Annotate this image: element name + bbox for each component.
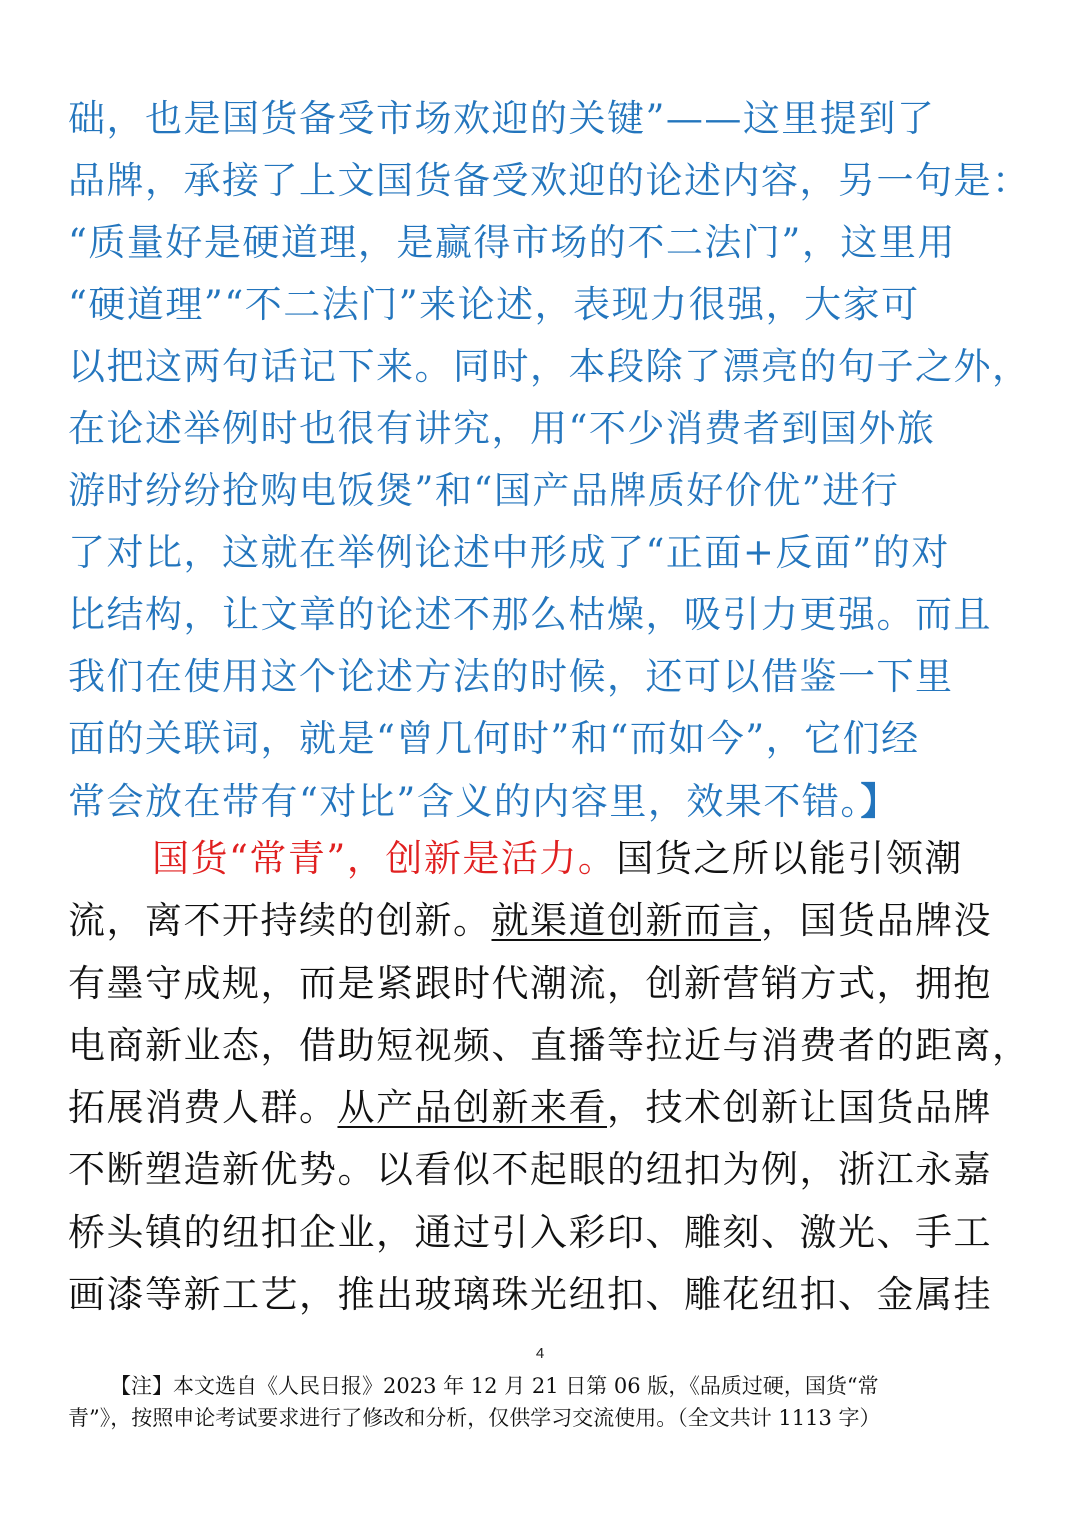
article-paragraph — [68, 828, 1031, 1326]
paragraph-text: 拓展消费人群。 — [68, 1086, 338, 1130]
paragraph-line: 不断塑造新优势。以看似不起眼的纽扣为例，浙江永嘉 — [68, 1148, 992, 1192]
analysis-line: 游时纷纷抢购电饭煲”和“国产品牌质好价优”进行 — [68, 469, 900, 512]
analysis-line: 我们在使用这个论述方法的时候，还可以借鉴一下里 — [68, 655, 954, 698]
paragraph-text: 国货之所以能引领潮 — [616, 837, 963, 880]
analysis-last-line — [68, 770, 1028, 832]
analysis-line: 面的关联词，就是“曾几何时”和“而如今”，它们经 — [68, 717, 920, 760]
underlined-phrase: 从产品创新来看 — [337, 1086, 607, 1130]
paragraph-line — [68, 890, 1028, 952]
paragraph-line: 有墨守成规，而是紧跟时代潮流，创新营销方式，拥抱 — [68, 961, 992, 1005]
analysis-line: 了对比，这就在举例论述中形成了“正面+反面”的对 — [68, 531, 950, 574]
section-heading: 国货“常青”，创新是活力。 — [152, 837, 617, 880]
analysis-line: 比结构，让文章的论述不那么枯燥，吸引力更强。而且 — [68, 593, 992, 636]
paragraph-line — [68, 828, 1028, 890]
paragraph-line: 电商新业态，借助短视频、直播等拉近与消费者的距离， — [68, 1023, 1031, 1067]
analysis-commentary — [68, 88, 1031, 832]
analysis-line: 在论述举例时也很有讲究，用“不少消费者到国外旅 — [68, 407, 936, 450]
analysis-line: “硬道理”“不二法门”来论述，表现力很强，大家可 — [68, 283, 920, 326]
paragraph-line: 画漆等新工艺，推出玻璃珠光纽扣、雕花纽扣、金属挂 — [68, 1273, 992, 1317]
paragraph-line: 桥头镇的纽扣企业，通过引入彩印、雕刻、激光、手工 — [68, 1210, 992, 1254]
paragraph-text: ，国货品牌没 — [761, 899, 992, 943]
page-number: 4 — [535, 1345, 545, 1362]
analysis-line: “质量好是硬道理，是赢得市场的不二法门”，这里用 — [68, 221, 956, 264]
underlined-phrase: 就渠道创新而言 — [491, 899, 761, 943]
source-note-line: 青”》，按照申论考试要求进行了修改和分析，仅供学习交流使用。（全文共计 1113 字） — [68, 1406, 881, 1430]
paragraph-line — [68, 1077, 1028, 1139]
paragraph-text: ，技术创新让国货品牌 — [607, 1086, 992, 1130]
analysis-line: 础，也是国货备受市场欢迎的关键”——这里提到了 — [68, 97, 936, 140]
analysis-line-text: 常会放在带有“对比”含义的内容里，效果不错。 — [68, 780, 861, 823]
analysis-line: 以把这两句话记下来。同时，本段除了漂亮的句子之外， — [68, 345, 1031, 388]
closing-bracket: 】 — [860, 779, 899, 823]
source-note — [68, 1370, 1030, 1434]
paragraph-text: 流，离不开持续的创新。 — [68, 899, 492, 943]
source-note-line: 【注】本文选自《人民日报》2023 年 12 月 21 日第 06 版，《品质过硬，国货“常 — [110, 1374, 879, 1398]
analysis-line: 品牌，承接了上文国货备受欢迎的论述内容，另一句是： — [68, 159, 1031, 202]
